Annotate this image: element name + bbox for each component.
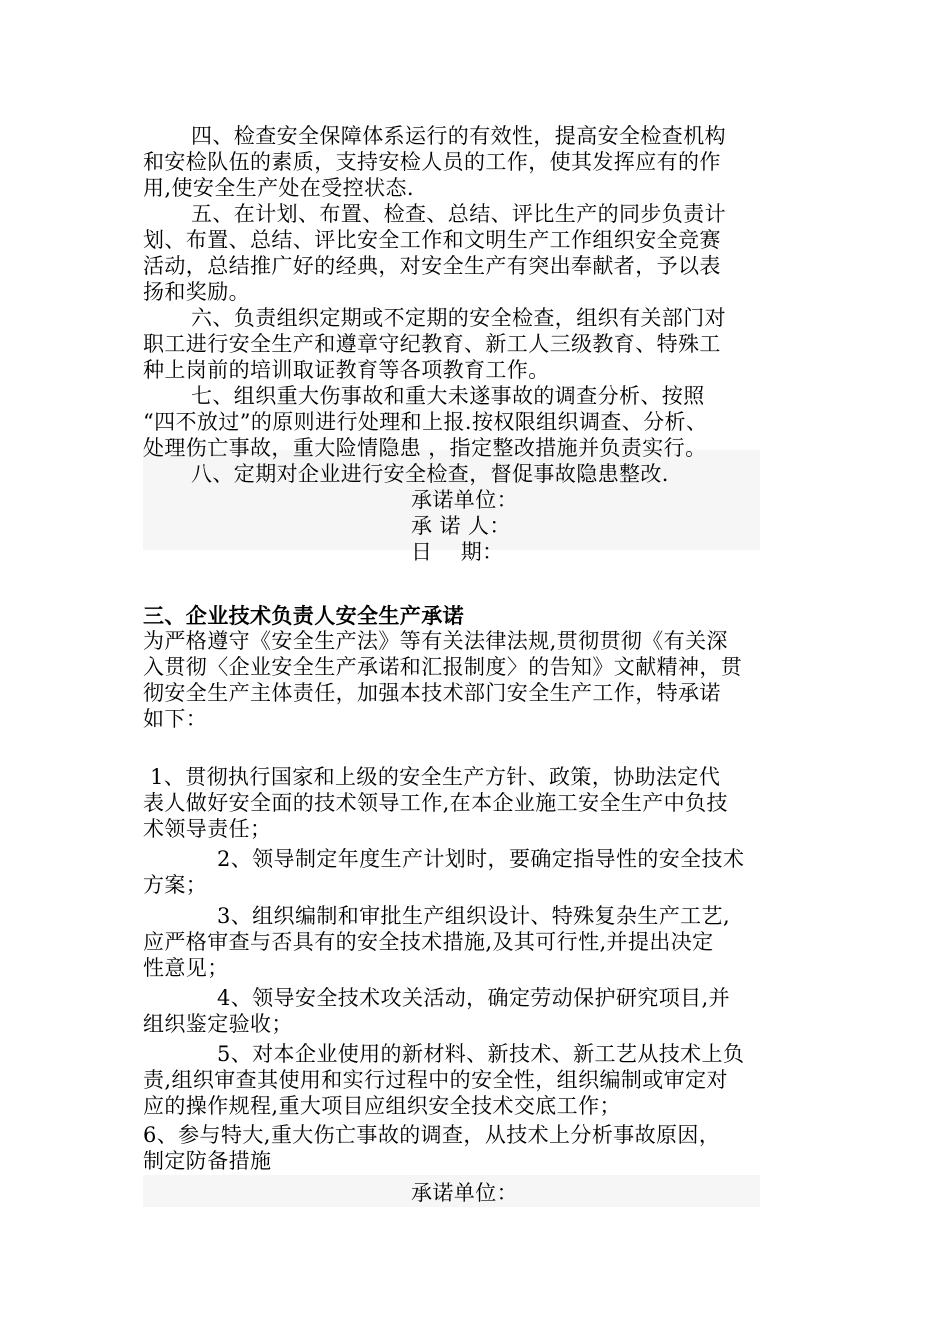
paragraph-line: 如下： xyxy=(143,707,208,731)
paragraph-line: 职工进行安全生产和遵章守纪教育、新工人三级教育、特殊工 xyxy=(143,332,721,356)
paragraph-line: 处理伤亡事故，重大险情隐患 ，指定整改措施并负责实行。 xyxy=(143,436,707,460)
paragraph-line: 五、在计划、布置、检查、总结、评比生产的同步负责计 xyxy=(191,202,726,226)
paragraph-line: 表人做好安全面的技术领导工作,在本企业施工安全生产中负技 xyxy=(143,791,728,815)
paragraph-line: 组织鉴定验收； xyxy=(143,1012,293,1036)
paragraph-line: 七、组织重大伤事故和重大未遂事故的调查分析、按照 xyxy=(191,384,705,408)
paragraph-line: 八、定期对企业进行安全检查，督促事故隐患整改. xyxy=(191,462,669,486)
paragraph-line: 活动，总结推广好的经典，对安全生产有突出奉献者，予以表 xyxy=(143,254,721,278)
paragraph-line: 应的操作规程,重大项目应组织安全技术交底工作； xyxy=(143,1094,621,1118)
paragraph-line: 六、负责组织定期或不定期的安全检查，组织有关部门对 xyxy=(191,306,726,330)
paragraph-line: 1、贯彻执行国家和上级的安全生产方针、政策，协助法定代 xyxy=(143,765,721,789)
paragraph-line: 四、检查安全保障体系运行的有效性，提高安全检查机构 xyxy=(191,124,726,148)
signature-date-label: 日 期： xyxy=(411,540,504,564)
paragraph-line: 5、对本企业使用的新材料、新技术、新工艺从技术上负 xyxy=(217,1042,745,1066)
paragraph-line: 2、领导制定年度生产计划时，要确定指导性的安全技术 xyxy=(217,847,745,871)
paragraph-line: 为严格遵守《安全生产法》等有关法律法规,贯彻贯彻《有关深 xyxy=(143,629,728,653)
paragraph-line: 3、组织编制和审批生产组织设计、特殊复杂生产工艺, xyxy=(217,904,731,928)
paragraph-line: 应严格审查与否具有的安全技术措施,及其可行性,并提出决定 xyxy=(143,930,714,954)
section-title: 三、企业技术负责人安全生产承诺 xyxy=(143,604,464,628)
paragraph-line: 种上岗前的培训取证教育等各项教育工作。 xyxy=(143,358,550,382)
paragraph-line: 和安检队伍的素质，支持安检人员的工作，使其发挥应有的作 xyxy=(143,150,721,174)
paragraph-line: 划、布置、总结、评比安全工作和文明生产工作组织安全竞赛 xyxy=(143,228,721,252)
paragraph-line: 制定防备措施 xyxy=(143,1149,272,1173)
paragraph-line: 用,使安全生产处在受控状态. xyxy=(143,176,414,200)
signature-person-label: 承 诺 人： xyxy=(411,514,511,538)
paragraph-line: “四不放过”的原则进行处理和上报.按权限组织调查、分析、 xyxy=(143,410,708,434)
paragraph-line: 6、参与特大,重大伤亡事故的调查，从技术上分析事故原因， xyxy=(143,1123,721,1147)
paragraph-line: 彻安全生产主体责任，加强本技术部门安全生产工作，特承诺 xyxy=(143,681,721,705)
paragraph-line: 责,组织审查其使用和实行过程中的安全性，组织编制或审定对 xyxy=(143,1068,728,1092)
paragraph-line: 方案； xyxy=(143,873,208,897)
paragraph-line: 4、领导安全技术攻关活动，确定劳动保护研究项目,并 xyxy=(217,986,731,1010)
paragraph-line: 性意见； xyxy=(143,956,229,980)
signature-unit-label: 承诺单位： xyxy=(411,1181,518,1205)
paragraph-line: 扬和奖励。 xyxy=(143,280,250,304)
paragraph-line: 入贯彻〈企业安全生产承诺和汇报制度〉的告知》文献精神，贯 xyxy=(143,655,743,679)
signature-unit-label: 承诺单位： xyxy=(411,488,518,512)
paragraph-line: 术领导责任； xyxy=(143,817,272,841)
